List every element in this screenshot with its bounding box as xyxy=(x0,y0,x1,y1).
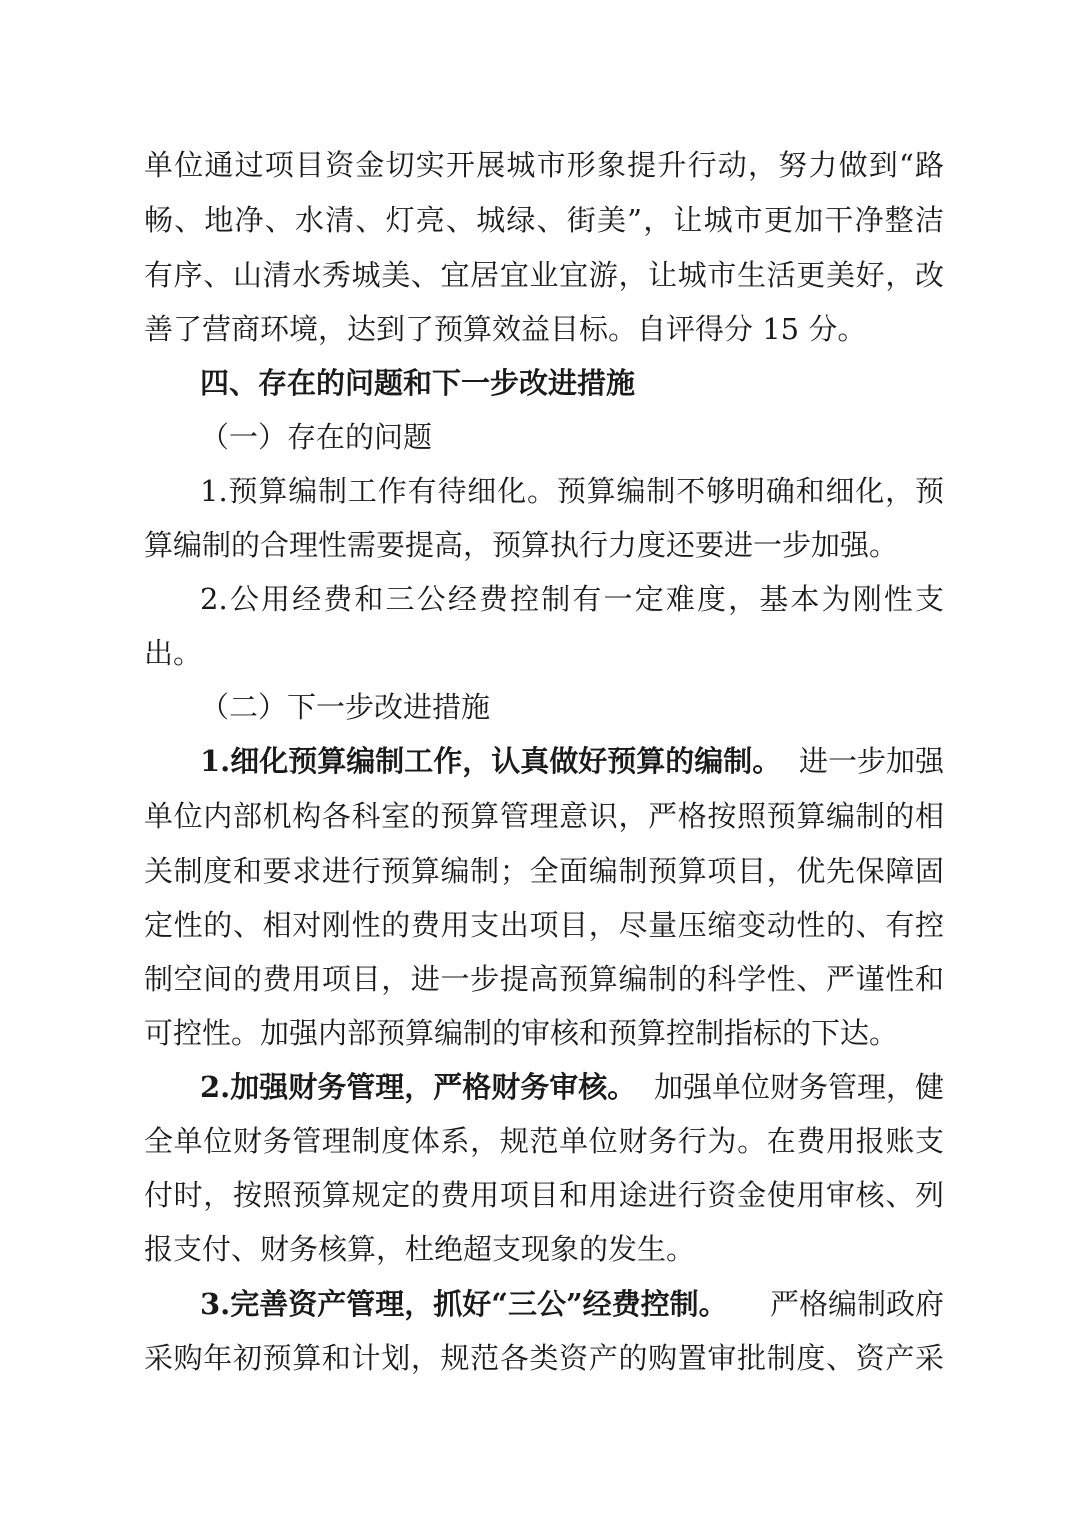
body-line: 单位内部机构各科室的预算管理意识，严格按照预算编制的相 xyxy=(144,799,944,833)
body-line: 2.公用经费和三公经费控制有一定难度，基本为刚性支 xyxy=(200,582,944,616)
body-line: 关制度和要求进行预算编制；全面编制预算项目，优先保障固 xyxy=(144,854,944,888)
body-line: 付时，按照预算规定的费用项目和用途进行资金使用审核、列 xyxy=(144,1178,944,1212)
body-line: 算编制的合理性需要提高，预算执行力度还要进一步加强。 xyxy=(144,528,899,562)
body-line: 可控性。加强内部预算编制的审核和预算控制指标的下达。 xyxy=(144,1016,899,1050)
item-text: 进一步加强 xyxy=(798,744,944,778)
body-line: 采购年初预算和计划，规范各类资产的购置审批制度、资产采 xyxy=(144,1341,944,1375)
paragraph-lead-line xyxy=(200,1284,944,1324)
body-line: 定性的、相对刚性的费用支出项目，尽量压缩变动性的、有控 xyxy=(144,908,944,942)
item-title: 3.完善资产管理，抓好“三公”经费控制。 xyxy=(200,1287,728,1321)
subsection-heading: （二）下一步改进措施 xyxy=(200,690,491,724)
body-line: 全单位财务管理制度体系，规范单位财务行为。在费用报账支 xyxy=(144,1124,944,1158)
paragraph-lead-line xyxy=(200,1067,944,1107)
paragraph-lead-line xyxy=(200,741,944,781)
body-line: 单位通过项目资金切实开展城市形象提升行动，努力做到“路 xyxy=(144,148,944,182)
item-text: 严格编制政府 xyxy=(769,1287,944,1321)
body-line: 畅、地净、水清、灯亮、城绿、街美”，让城市更加干净整洁 xyxy=(144,203,944,237)
section-heading: 四、存在的问题和下一步改进措施 xyxy=(200,366,636,400)
subsection-heading: （一）存在的问题 xyxy=(200,420,433,454)
body-line: 有序、山清水秀城美、宜居宜业宜游，让城市生活更美好，改 xyxy=(144,258,944,292)
item-text: 加强单位财务管理，健 xyxy=(653,1070,944,1104)
body-line: 制空间的费用项目，进一步提高预算编制的科学性、严谨性和 xyxy=(144,962,944,996)
body-line: 善了营商环境，达到了预算效益目标。自评得分 15 分。 xyxy=(144,312,867,346)
body-line: 1.预算编制工作有待细化。预算编制不够明确和细化，预 xyxy=(200,474,944,508)
item-title: 1.细化预算编制工作，认真做好预算的编制。 xyxy=(200,744,782,778)
body-line: 出。 xyxy=(144,636,203,670)
item-title: 2.加强财务管理，严格财务审核。 xyxy=(200,1070,637,1104)
body-line: 报支付、财务核算，杜绝超支现象的发生。 xyxy=(144,1232,696,1266)
